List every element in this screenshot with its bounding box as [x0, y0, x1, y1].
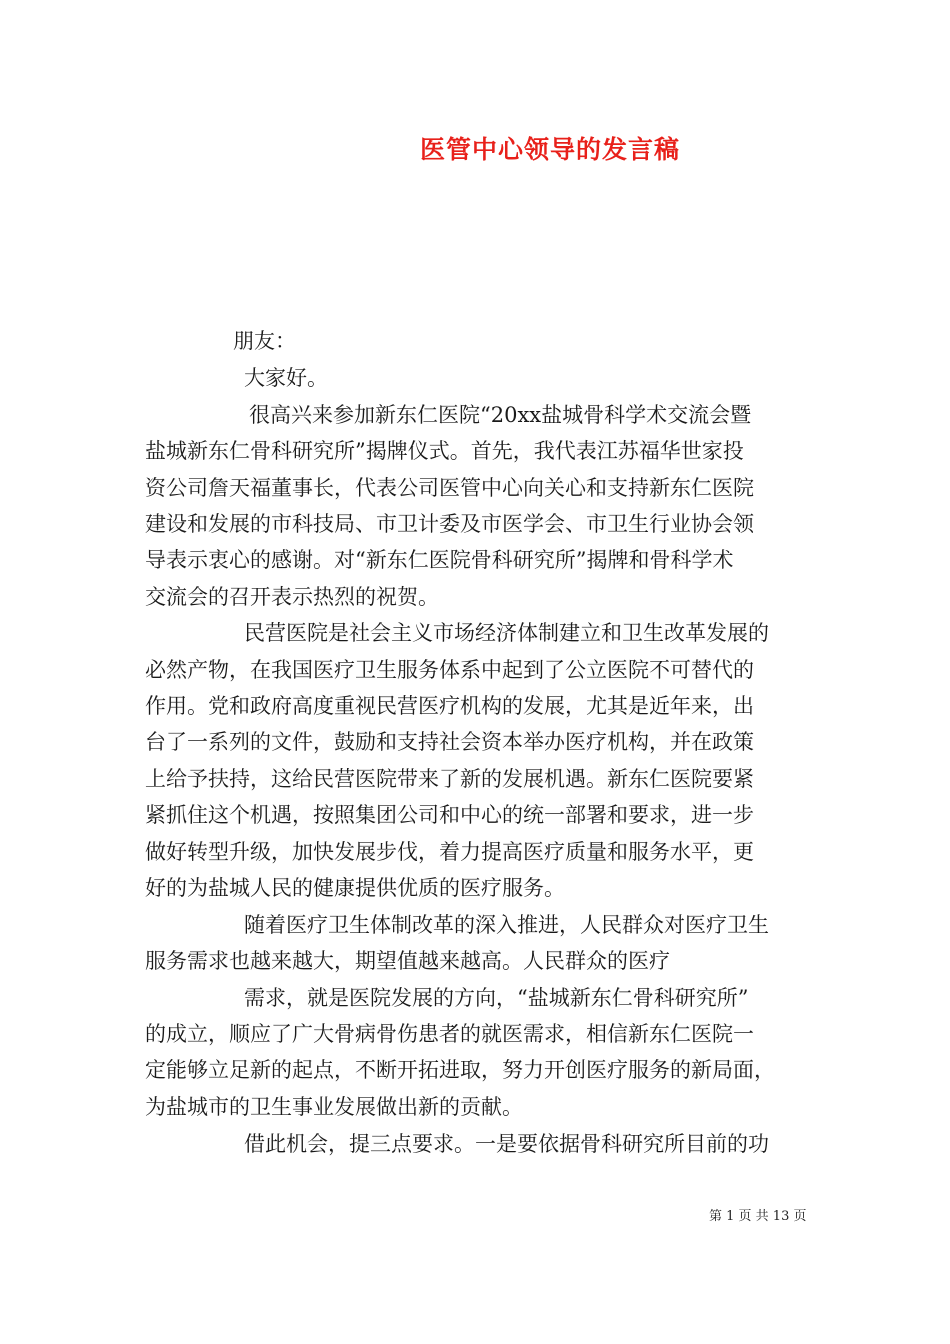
text-line: 为盐城市的卫生事业发展做出新的贡献。	[145, 1095, 523, 1119]
text-line: 大家好。	[244, 366, 328, 390]
text-line: 随着医疗卫生体制改革的深入推进，人民群众对医疗卫生	[244, 913, 769, 937]
text-line: 建设和发展的市科技局、市卫计委及市医学会、市卫生行业协会领	[145, 512, 754, 536]
text-line: 紧抓住这个机遇，按照集团公司和中心的统一部署和要求，进一步	[145, 803, 754, 827]
text-line: 定能够立足新的起点，不断开拓进取，努力开创医疗服务的新局面，	[145, 1058, 775, 1082]
document-title: 医管中心领导的发言稿	[419, 135, 680, 164]
text-line: 的成立，顺应了广大骨病骨伤患者的就医需求，相信新东仁医院一	[145, 1022, 754, 1046]
text-line: 导表示衷心的感谢。对“新东仁医院骨科研究所”揭牌和骨科学术	[145, 548, 734, 572]
text-line: 资公司詹天福董事长，代表公司医管中心向关心和支持新东仁医院	[145, 476, 754, 500]
text-line: 作用。党和政府高度重视民营医疗机构的发展，尤其是近年来，出	[145, 694, 754, 718]
text-line: 必然产物，在我国医疗卫生服务体系中起到了公立医院不可替代的	[145, 658, 754, 682]
text-line: 交流会的召开表示热烈的祝贺。	[145, 585, 439, 609]
text-line: 台了一系列的文件，鼓励和支持社会资本举办医疗机构，并在政策	[145, 730, 754, 754]
text-line: 服务需求也越来越大，期望值越来越高。人民群众的医疗	[145, 949, 670, 973]
page-footer: 第 1 页 共 13 页	[709, 1209, 807, 1224]
text-line: 上给予扶持，这给民营医院带来了新的发展机遇。新东仁医院要紧	[145, 767, 754, 791]
text-line: 很高兴来参加新东仁医院“20xx盐城骨科学术交流会暨	[249, 403, 752, 427]
text-line: 朋友：	[233, 329, 296, 353]
text-line: 好的为盐城人民的健康提供优质的医疗服务。	[145, 876, 565, 900]
text-line: 民营医院是社会主义市场经济体制建立和卫生改革发展的	[244, 621, 769, 645]
text-line: 需求，就是医院发展的方向，“盐城新东仁骨科研究所”	[244, 986, 749, 1010]
text-line: 做好转型升级，加快发展步伐，着力提高医疗质量和服务水平，更	[145, 840, 754, 864]
text-line: 借此机会，提三点要求。一是要依据骨科研究所目前的功	[244, 1132, 769, 1156]
text-line: 盐城新东仁骨科研究所”揭牌仪式。首先，我代表江苏福华世家投	[145, 439, 744, 463]
